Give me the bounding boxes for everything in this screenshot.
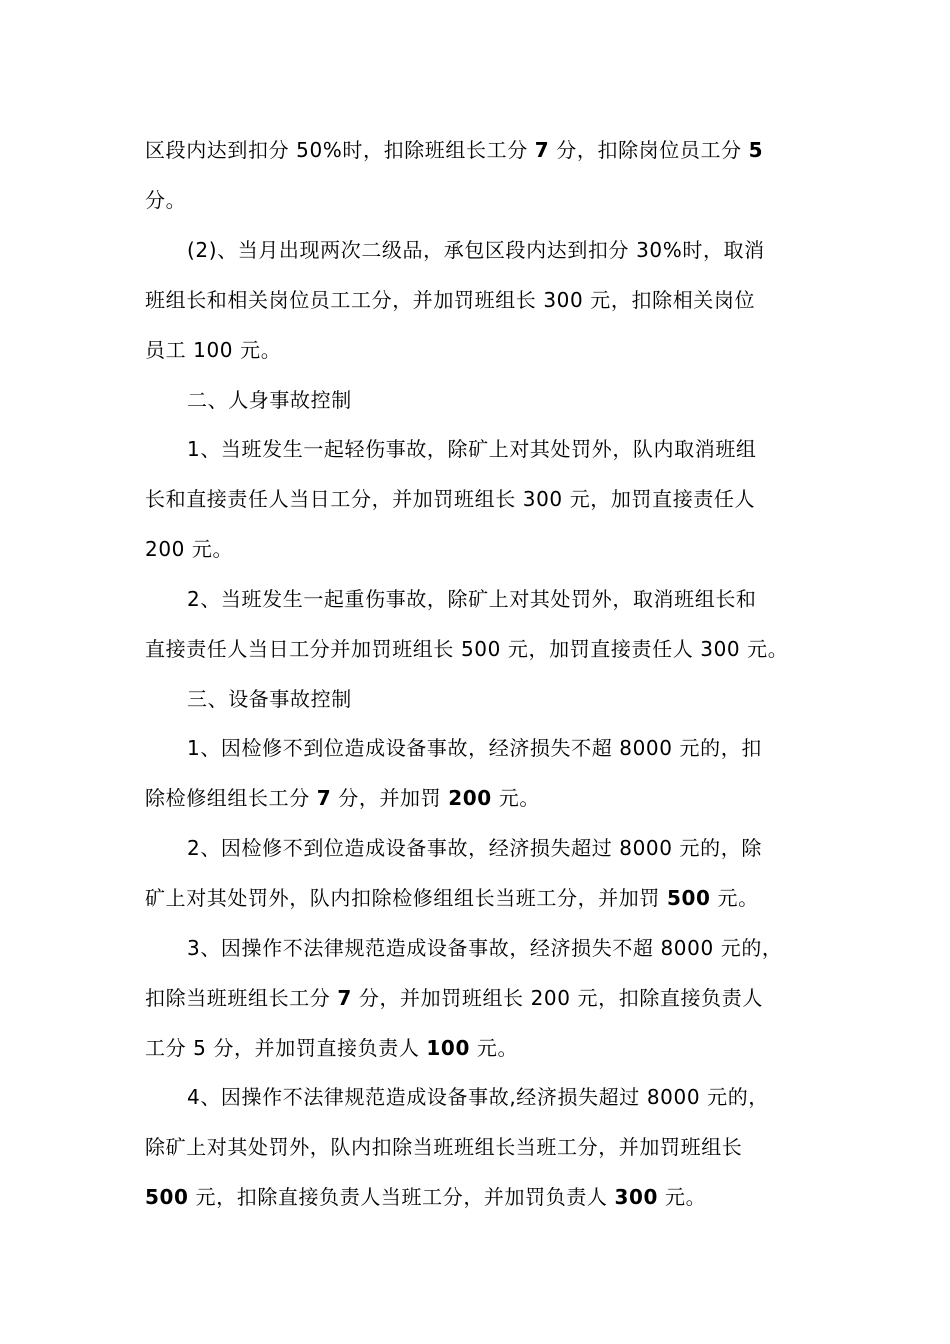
text-line	[145, 535, 233, 563]
text-line	[187, 834, 762, 862]
text-segment: 区段内达到扣分 50%时，扣除班组长工分	[145, 138, 535, 162]
text-segment: 员工 100 元。	[145, 338, 282, 362]
text-segment: 分。	[145, 188, 187, 212]
text-segment: 工分 5 分，并加罚直接负责人	[145, 1036, 427, 1060]
text-segment: 2、因检修不到位造成设备事故，经济损失超过 8000 元的，除	[187, 836, 762, 860]
text-segment: 分，并加罚班组长 200 元，扣除直接负责人	[351, 986, 763, 1010]
text-segment: 200 元。	[145, 537, 234, 561]
section-heading	[187, 685, 352, 713]
text-segment: 元。	[658, 1185, 707, 1209]
text-segment: 扣除当班班组长工分	[145, 986, 338, 1010]
text-line	[145, 884, 759, 912]
text-segment: 元。	[469, 1036, 519, 1060]
text-segment: 3、因操作不法律规范造成设备事故，经济损失不超 8000 元的，	[187, 936, 783, 960]
text-line	[145, 1183, 706, 1211]
text-line	[187, 585, 757, 613]
text-line	[145, 784, 540, 812]
bold-text: 200	[448, 786, 492, 810]
text-segment: 除矿上对其处罚外，队内扣除当班班组长当班工分，并加罚班组长	[145, 1135, 743, 1159]
bold-text: 300	[614, 1185, 659, 1209]
text-line	[145, 136, 763, 164]
text-line	[145, 286, 755, 314]
text-segment: 元，扣除直接负责人当班工分，并加罚负责人	[188, 1185, 615, 1209]
bold-text: 500	[666, 886, 711, 910]
text-line	[145, 635, 788, 663]
text-segment: (2)、当月出现两次二级品，承包区段内达到扣分 30%时，取消	[187, 238, 765, 262]
text-segment: 1、当班发生一起轻伤事故，除矿上对其处罚外，队内取消班组	[187, 437, 757, 461]
text-segment: 1、因检修不到位造成设备事故，经济损失不超 8000 元的，扣	[187, 736, 762, 760]
bold-text: 7	[316, 786, 332, 810]
text-segment: 二、人身事故控制	[187, 388, 352, 412]
bold-text: 7	[337, 986, 352, 1010]
text-line	[187, 734, 762, 762]
text-segment: 班组长和相关岗位员工工分，并加罚班组长 300 元，扣除相关岗位	[145, 288, 756, 312]
text-line	[145, 485, 755, 513]
text-line	[187, 1083, 769, 1111]
text-line	[145, 984, 763, 1012]
text-segment: 分，并加罚	[331, 786, 449, 810]
text-segment: 元。	[710, 886, 759, 910]
text-segment: 元。	[491, 786, 540, 810]
text-segment: 除检修组组长工分	[145, 786, 317, 810]
bold-text: 5	[748, 138, 764, 162]
text-line	[145, 186, 186, 214]
text-segment: 长和直接责任人当日工分，并加罚班组长 300 元，加罚直接责任人	[145, 487, 756, 511]
text-line	[145, 336, 281, 364]
text-line	[187, 435, 757, 463]
text-segment: 分，扣除岗位员工分	[549, 138, 749, 162]
text-line	[145, 1133, 742, 1161]
bold-text: 7	[534, 138, 550, 162]
text-segment: 4、因操作不法律规范造成设备事故,经济损失超过 8000 元的，	[187, 1085, 769, 1109]
text-segment: 三、设备事故控制	[187, 687, 352, 711]
bold-text: 100	[426, 1036, 470, 1060]
text-line	[145, 1034, 518, 1062]
text-segment: 2、当班发生一起重伤事故，除矿上对其处罚外，取消班组长和	[187, 587, 757, 611]
text-segment: 直接责任人当日工分并加罚班组长 500 元，加罚直接责任人 300 元。	[145, 637, 789, 661]
text-segment: 矿上对其处罚外，队内扣除检修组组长当班工分，并加罚	[145, 886, 667, 910]
text-line	[187, 934, 783, 962]
section-heading	[187, 386, 352, 414]
text-line	[187, 236, 765, 264]
bold-text: 500	[145, 1185, 189, 1209]
